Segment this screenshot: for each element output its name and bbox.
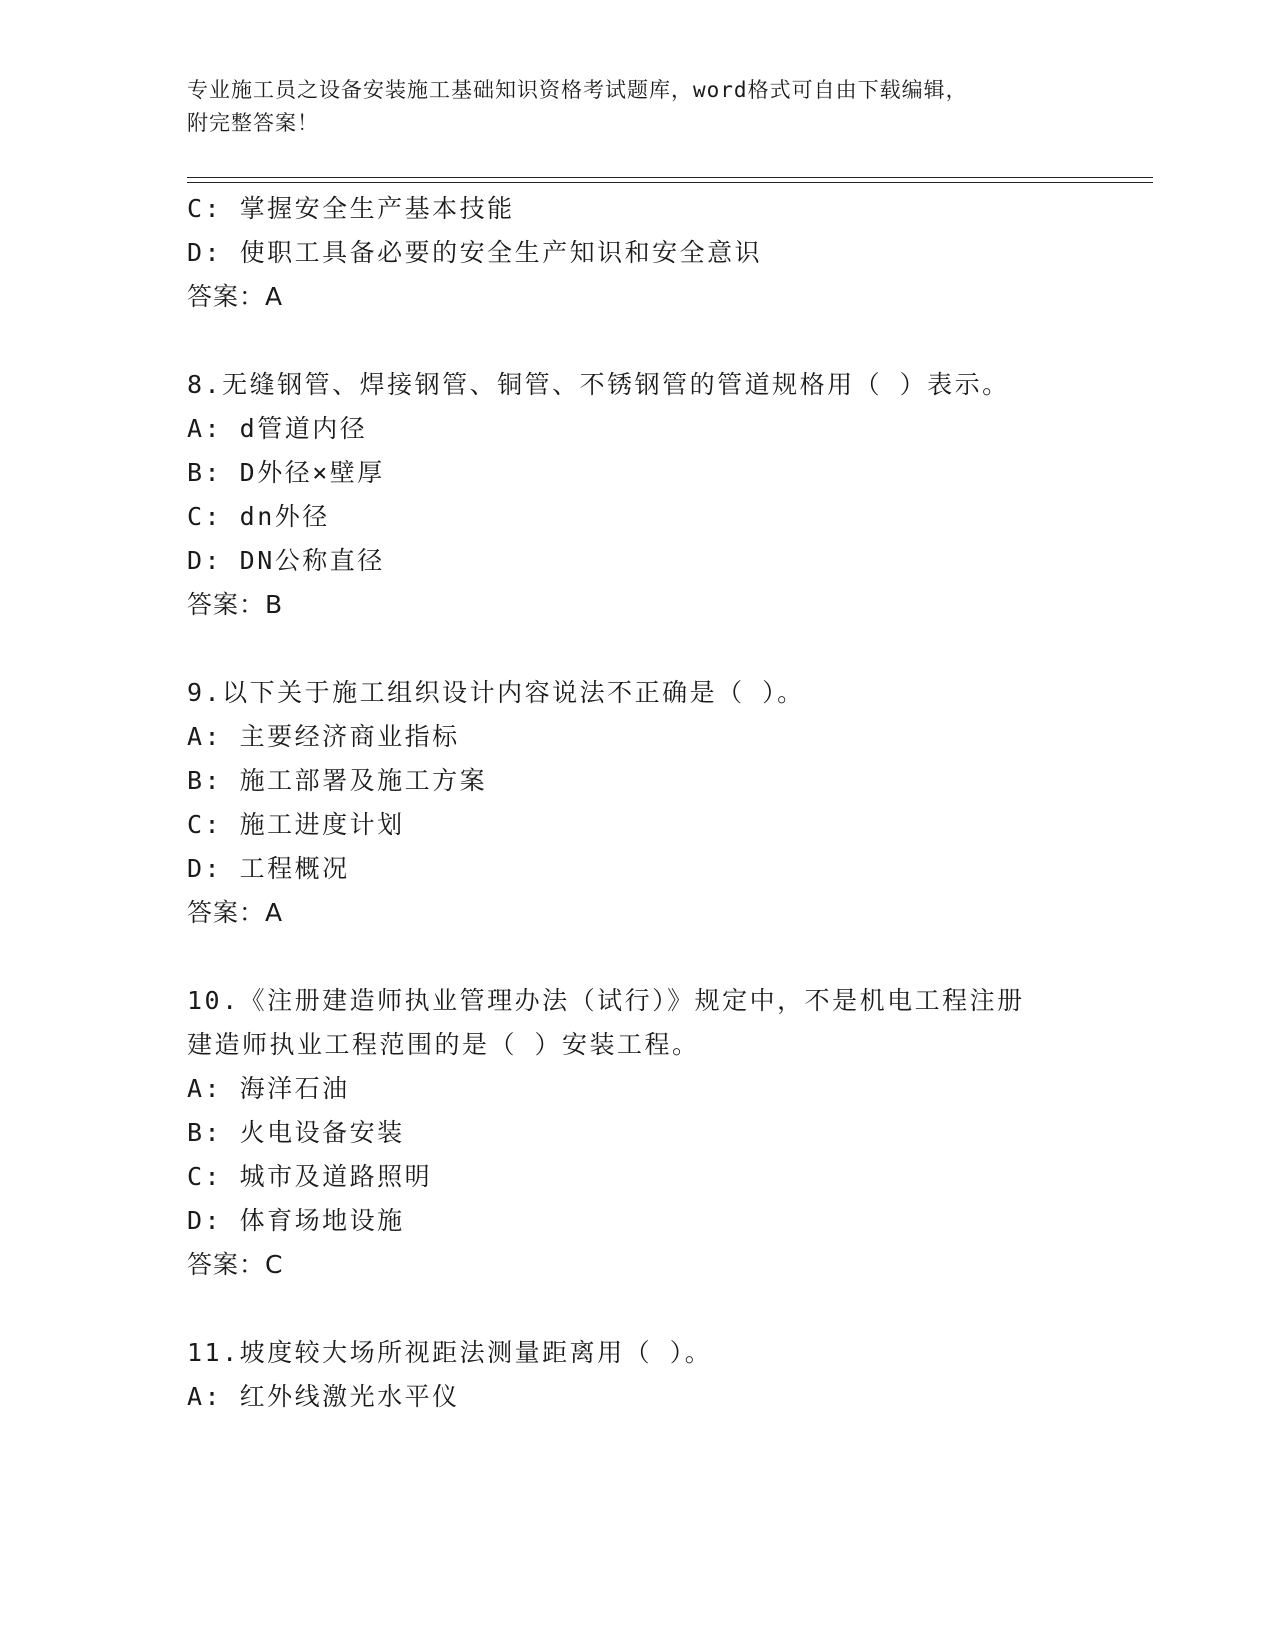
question-11: 11.坡度较大场所视距法测量距离用（ ）。 bbox=[187, 1338, 713, 1367]
question-8: 8.无缝钢管、焊接钢管、铜管、不锈钢管的管道规格用（ ）表示。 bbox=[187, 370, 1010, 399]
q9-option-a: A: 主要经济商业指标 bbox=[187, 722, 460, 751]
q9-option-b: B: 施工部署及施工方案 bbox=[187, 766, 488, 795]
q11-option-a: A: 红外线激光水平仪 bbox=[187, 1382, 460, 1411]
header-line-2: 附完整答案！ bbox=[187, 111, 319, 135]
question-10-line-2: 建造师执业工程范围的是（ ）安装工程。 bbox=[187, 1030, 700, 1059]
q8-option-d: D: DN公称直径 bbox=[187, 546, 385, 575]
q10-option-c: C: 城市及道路照明 bbox=[187, 1162, 433, 1191]
q10-option-a: A: 海洋石油 bbox=[187, 1074, 350, 1103]
prev-option-c: C: 掌握安全生产基本技能 bbox=[187, 194, 515, 223]
q9-option-d: D: 工程概况 bbox=[187, 854, 350, 883]
question-10-line-1: 10.《注册建造师执业管理办法（试行）》规定中，不是机电工程注册 bbox=[187, 986, 1025, 1015]
question-9: 9.以下关于施工组织设计内容说法不正确是（ ）。 bbox=[187, 678, 805, 707]
prev-option-d: D: 使职工具备必要的安全生产知识和安全意识 bbox=[187, 238, 763, 267]
q8-answer: 答案：B bbox=[187, 590, 284, 619]
q9-answer: 答案：A bbox=[187, 898, 284, 927]
q10-answer: 答案：C bbox=[187, 1250, 284, 1279]
q10-option-b: B: 火电设备安装 bbox=[187, 1118, 405, 1147]
q10-option-d: D: 体育场地设施 bbox=[187, 1206, 405, 1235]
header-line-1: 专业施工员之设备安装施工基础知识资格考试题库，word格式可自由下载编辑， bbox=[187, 78, 968, 102]
header-divider-bottom bbox=[187, 182, 1153, 183]
prev-answer: 答案：A bbox=[187, 282, 284, 311]
q9-option-c: C: 施工进度计划 bbox=[187, 810, 405, 839]
q8-option-b: B: D外径×壁厚 bbox=[187, 458, 385, 487]
document-header bbox=[187, 74, 1087, 140]
q8-option-a: A: d管道内径 bbox=[187, 414, 368, 443]
header-divider-top bbox=[187, 177, 1153, 178]
q8-option-c: C: dn外径 bbox=[187, 502, 330, 531]
